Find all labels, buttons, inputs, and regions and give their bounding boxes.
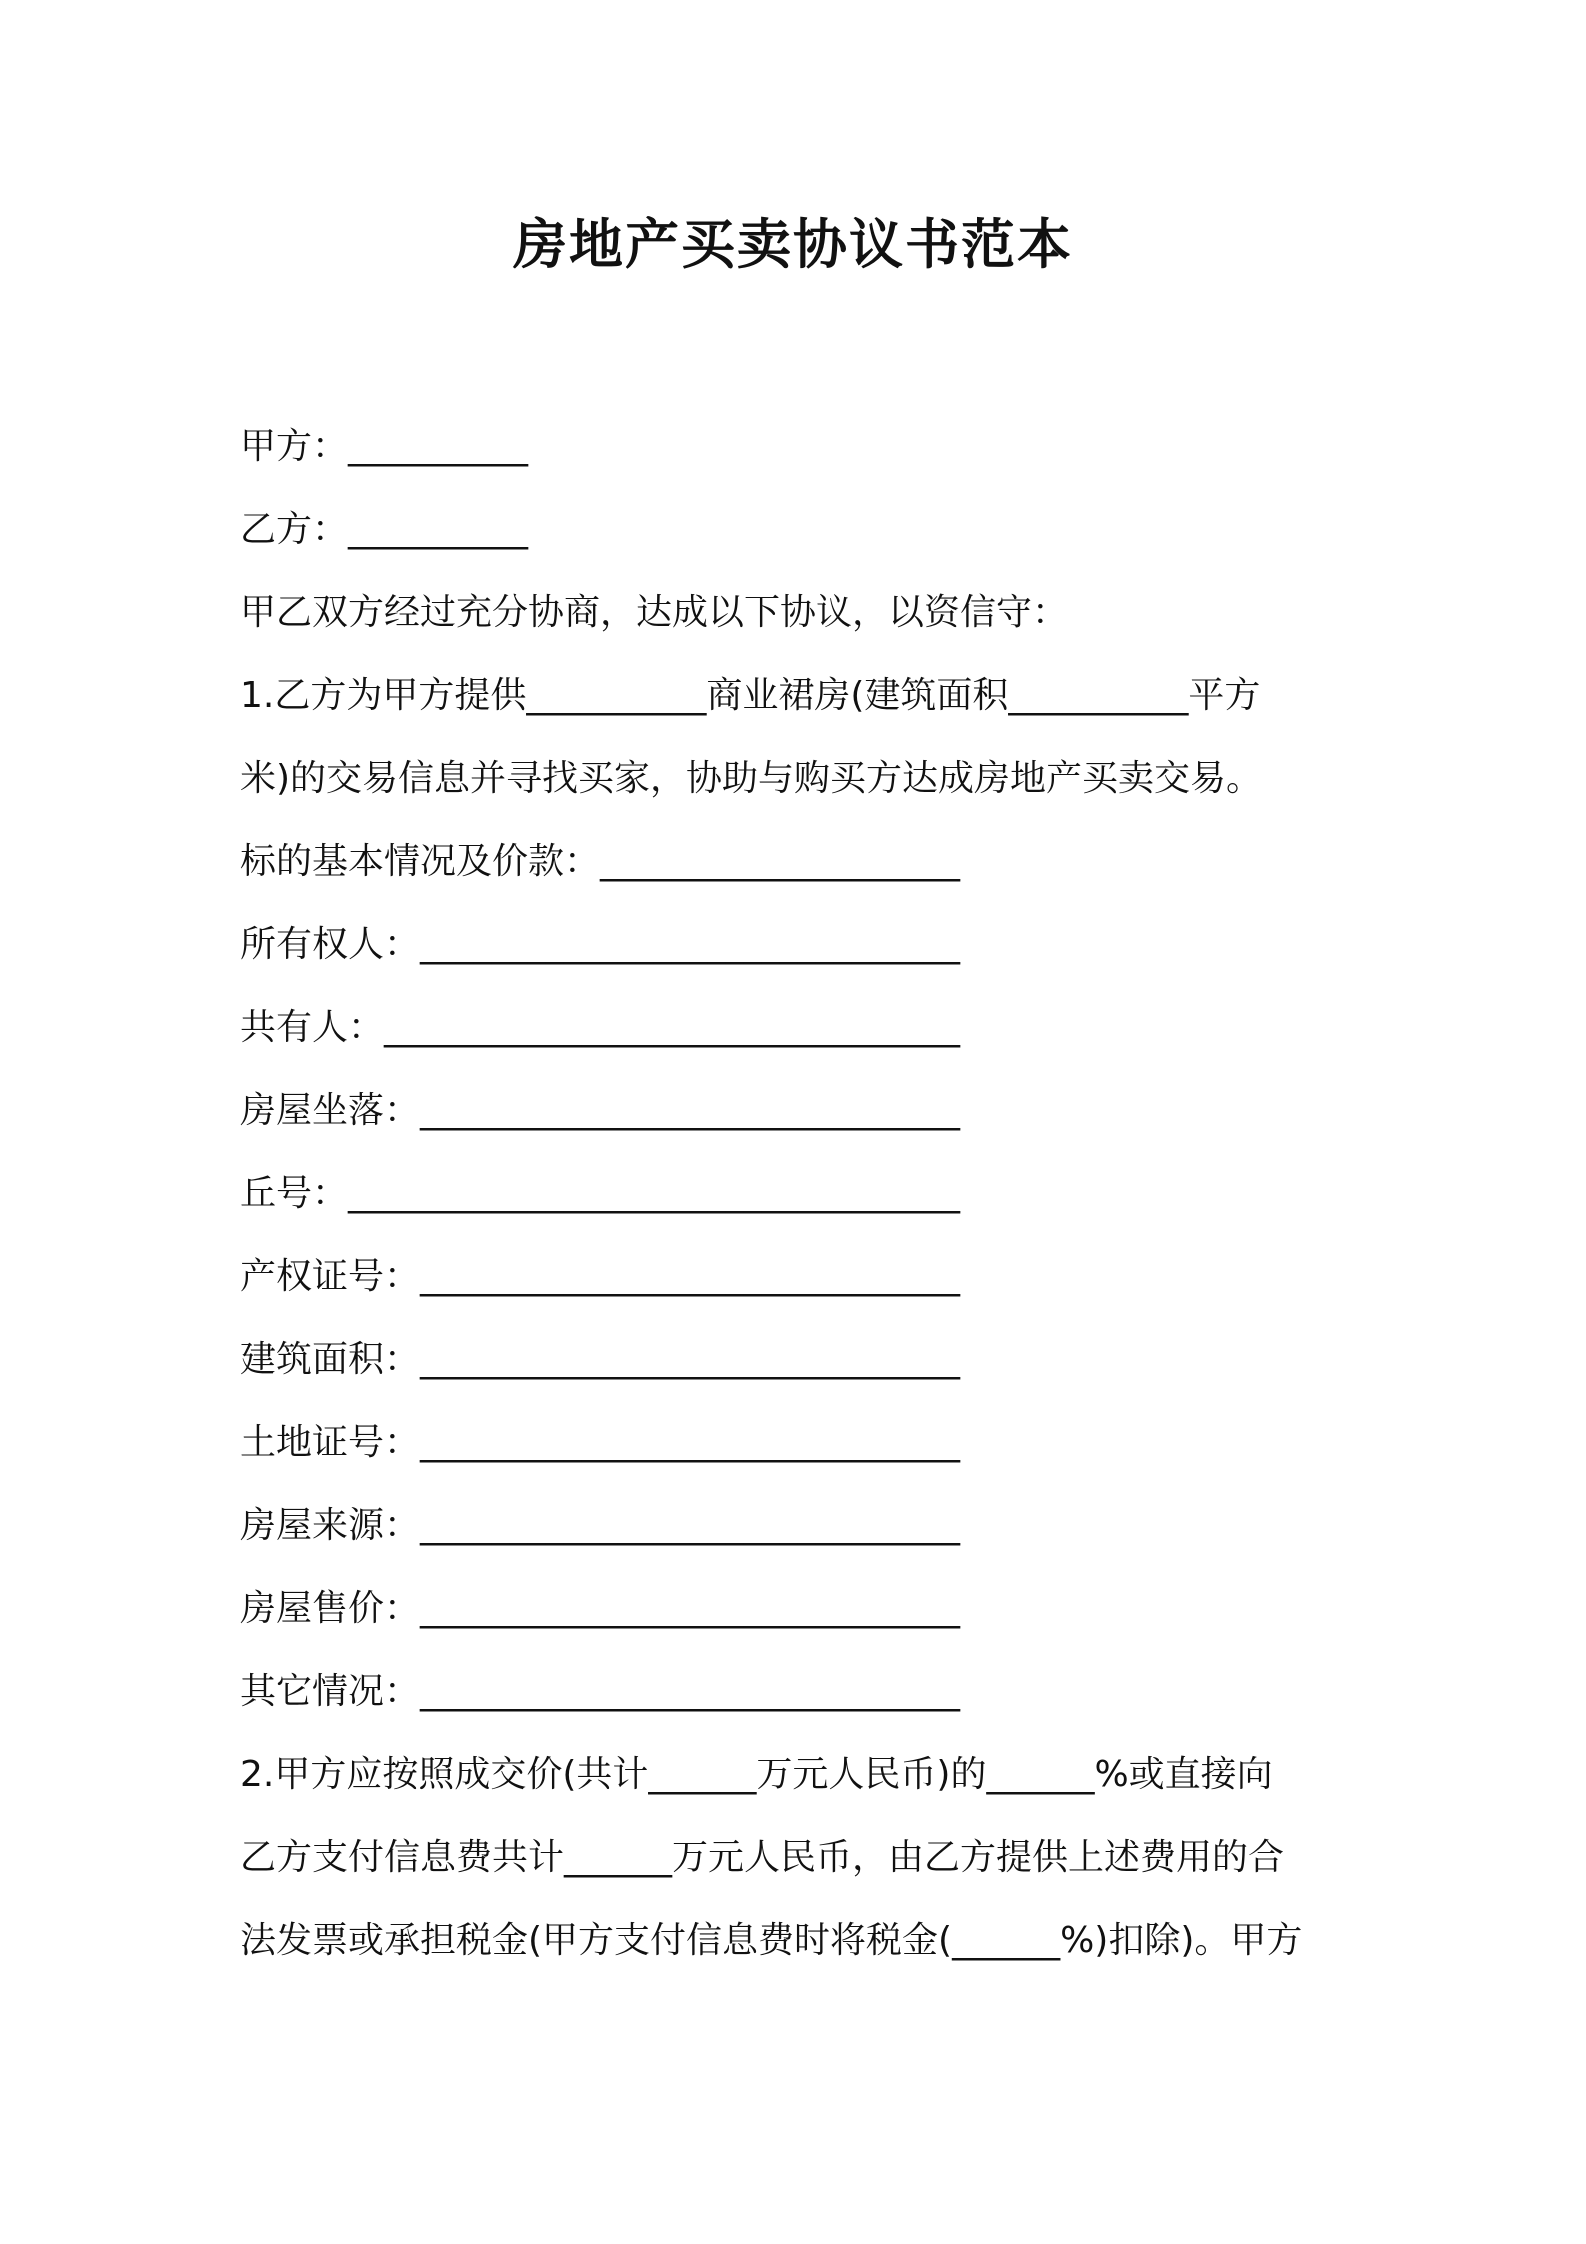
location-field: 房屋坐落：______________________________ (240, 1090, 961, 1131)
clause-1-line-2: 米)的交易信息并寻找买家，协助与购买方达成房地产买卖交易。 (240, 758, 1263, 799)
agreement-intro: 甲乙双方经过充分协商，达成以下协议，以资信守： (240, 592, 1069, 633)
co-owner-field: 共有人：________________________________ (240, 1007, 961, 1048)
party-b-line: 乙方：__________ (240, 509, 529, 550)
clause-2-line-1: 2.甲方应按照成交价(共计______万元人民币)的______%或直接向 (240, 1754, 1273, 1795)
sale-price-field: 房屋售价：______________________________ (240, 1588, 961, 1629)
owner-field: 所有权人：______________________________ (240, 924, 961, 965)
document-title: 房地产买卖协议书范本 (513, 213, 1073, 276)
land-cert-field: 土地证号：______________________________ (240, 1422, 961, 1463)
title-cert-field: 产权证号：______________________________ (240, 1256, 961, 1297)
document-body (240, 405, 1360, 1982)
clause-1-line-1: 1.乙方为甲方提供__________商业裙房(建筑面积__________平方 (240, 675, 1261, 716)
property-source-field: 房屋来源：______________________________ (240, 1505, 961, 1546)
clause-2-line-3: 法发票或承担税金(甲方支付信息费时将税金(______%)扣除)。甲方 (240, 1920, 1303, 1961)
other-info-field: 其它情况：______________________________ (240, 1671, 961, 1712)
floor-area-field: 建筑面积：______________________________ (240, 1339, 961, 1380)
property-basic-info: 标的基本情况及价款：____________________ (240, 841, 961, 882)
clause-2-line-2: 乙方支付信息费共计______万元人民币，由乙方提供上述费用的合 (240, 1837, 1285, 1878)
party-a-line: 甲方：__________ (240, 426, 529, 467)
lot-number-field: 丘号：__________________________________ (240, 1173, 961, 1214)
